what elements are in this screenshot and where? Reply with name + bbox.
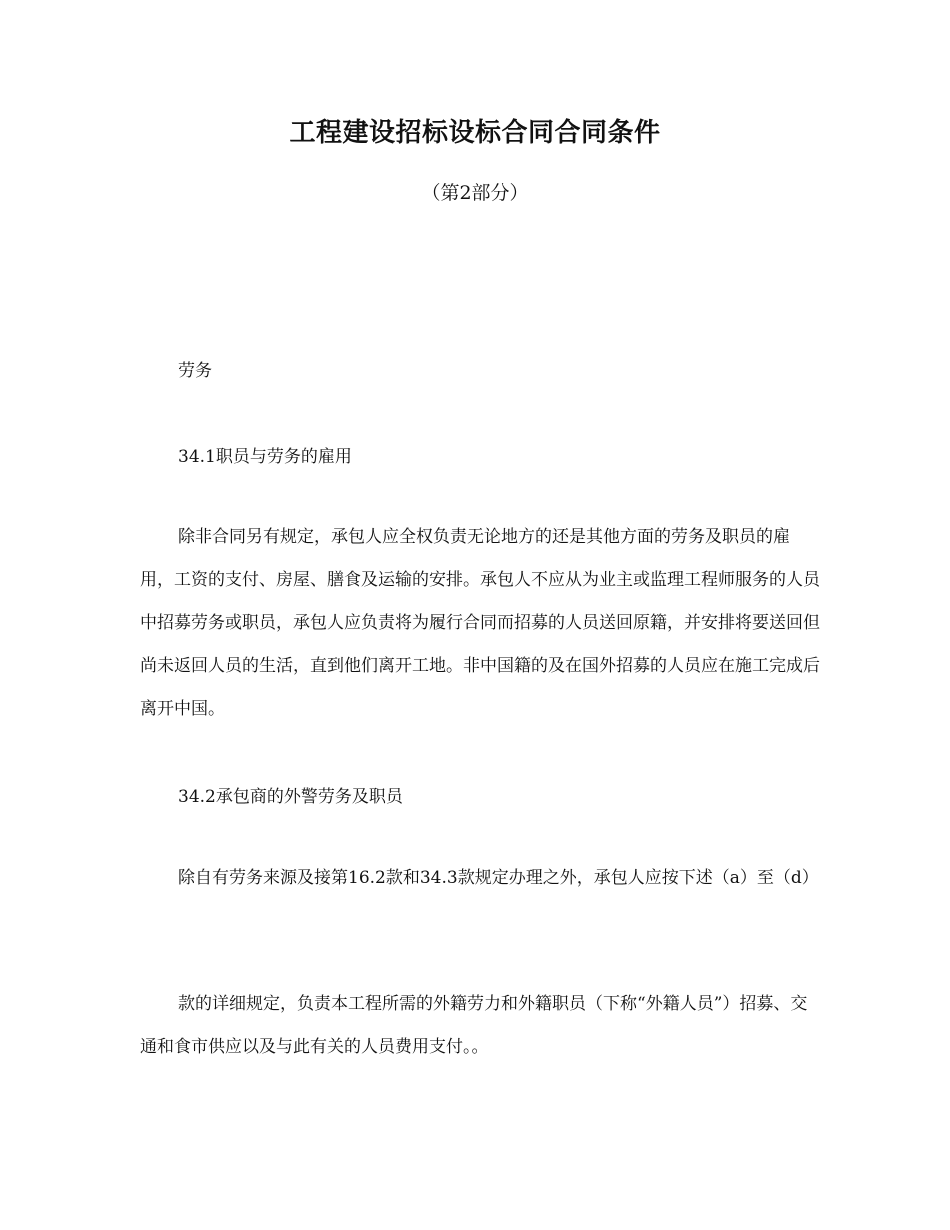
- document-subtitle: （第2部分）: [421, 182, 529, 204]
- paragraph-34-1: 除非合同另有规定，承包人应全权负责无论地方的还是其他方面的劳务及职员的雇用，工资的支付、房屋、膳食及运输的安排。承包人不应从为业主或监理工程师服务的人员中招募劳务或职员，承包人应负责将为履行合同而招募的人员送回原籍，并安排将要送回但尚未返回人员的生活，直到他们离开工地。非中国籍的及在国外招募的人员应在施工完成后离开中国。: [140, 527, 820, 719]
- section-heading-34-1: 34.1职员与劳务的雇用: [178, 447, 352, 467]
- document-title: 工程建设招标设标合同合同条件: [289, 118, 661, 148]
- section-heading-34-2: 34.2承包商的外警劳务及职员: [178, 787, 403, 807]
- section-heading-labour: 劳务: [178, 361, 212, 381]
- paragraph-34-2-part1: 除自有劳务来源及接第16.2款和34.3款规定办理之外，承包人应按下述（a）至（d）: [178, 868, 819, 888]
- paragraph-34-2-part2: 款的详细规定，负责本工程所需的外籍劳力和外籍职员（下称“外籍人员”）招募、交通和食市供应以及与此有关的人员费用支付。。: [140, 994, 808, 1057]
